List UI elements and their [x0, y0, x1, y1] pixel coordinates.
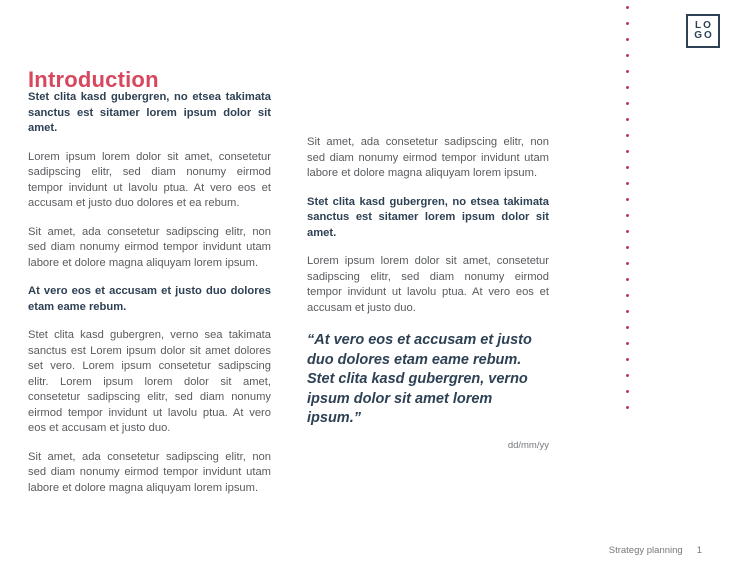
pull-quote: “At vero eos et accusam et justo duo dolores etam eame rebum. Stet clita kasd gubergren, verno ipsum dolor sit amet lorem ipsum.” [307, 332, 532, 426]
red-dot [626, 150, 630, 154]
red-dot [626, 182, 630, 186]
red-dot [626, 118, 630, 122]
red-dot [626, 22, 630, 26]
red-dot [626, 38, 630, 42]
page-footer [609, 545, 702, 556]
red-dot [626, 86, 630, 90]
red-dot [626, 294, 630, 298]
red-dot [626, 102, 630, 106]
red-dot [626, 54, 630, 58]
red-dot [626, 310, 630, 314]
red-dot [626, 134, 630, 138]
red-dot [626, 166, 630, 170]
paragraph: Lorem ipsum lorem dolor sit amet, consetetur sadipscing elitr, sed diam nonumy eirmod tempor invidunt ut lavolu ptua. At vero eos et accusam et justo duo dolores et ea rebum. [28, 150, 271, 209]
paragraph-lead: Stet clita kasd gubergren, no etsea takimata sanctus est sitamer lorem ipsum dolor sit amet. [307, 195, 549, 239]
logo-text-top: LO [695, 19, 713, 31]
paragraph: Sit amet, ada consetetur sadipscing elitr, non sed diam nonumy eirmod tempor invidunt utam labore et dolore magna aliquyam lorem ipsum. [28, 450, 271, 494]
red-dot [626, 406, 630, 410]
paragraph: Stet clita kasd gubergren, verno sea takimata sanctus est Lorem ipsum dolor sit amet dolores set vero. Lorem ipsum consetetur sadipscing elitr. Lorem ipsum lorem dolor sit amet, consetetur sadipscing elitr, sed diam nonumy eirmod tempor invidunt ut lavolu ptua. At vero eos et accusam et justo duo. [28, 329, 271, 434]
dotted-line [626, 6, 630, 410]
red-dot [626, 6, 630, 10]
paragraph-lead: Stet clita kasd gubergren, no etsea takimata sanctus est sitamer lorem ipsum dolor sit amet. [28, 91, 271, 134]
red-dot [626, 342, 630, 346]
logo [686, 14, 720, 48]
red-dot [626, 214, 630, 218]
red-dot [626, 374, 630, 378]
paragraph-lead: At vero eos et accusam et justo duo dolores etam eame rebum. [28, 285, 271, 313]
red-dot [626, 262, 630, 266]
red-dot [626, 358, 630, 362]
red-dot [626, 198, 630, 202]
red-dot [626, 230, 630, 234]
red-dot [626, 70, 630, 74]
paragraph: Sit amet, ada consetetur sadipscing elitr, non sed diam nonumy eirmod tempor invidunt utam labore et dolore magna aliquyam lorem ipsum. [307, 136, 549, 179]
text-column-left [28, 90, 271, 509]
paragraph: Sit amet, ada consetetur sadipscing elitr, non sed diam nonumy eirmod tempor invidunt utam labore et dolore magna aliquyam lorem ipsum. [28, 225, 271, 269]
footer-document-title: Strategy planning [608, 545, 683, 556]
red-dot [626, 246, 630, 250]
date-placeholder: dd/mm/yy [507, 439, 549, 451]
red-dot [626, 278, 630, 282]
paragraph: Lorem ipsum lorem dolor sit amet, consetetur sadipscing elitr, sed diam nonumy eirmod tempor invidunt ut lavolu ptua. At vero eos et accusam et justo duo. [307, 255, 549, 314]
red-dot [626, 390, 630, 394]
footer-page-number: 1 [696, 545, 702, 556]
page-title: Introduction [28, 66, 159, 92]
text-column-right [307, 135, 549, 451]
red-dot [626, 326, 630, 330]
logo-text-bottom: GO [694, 30, 714, 41]
